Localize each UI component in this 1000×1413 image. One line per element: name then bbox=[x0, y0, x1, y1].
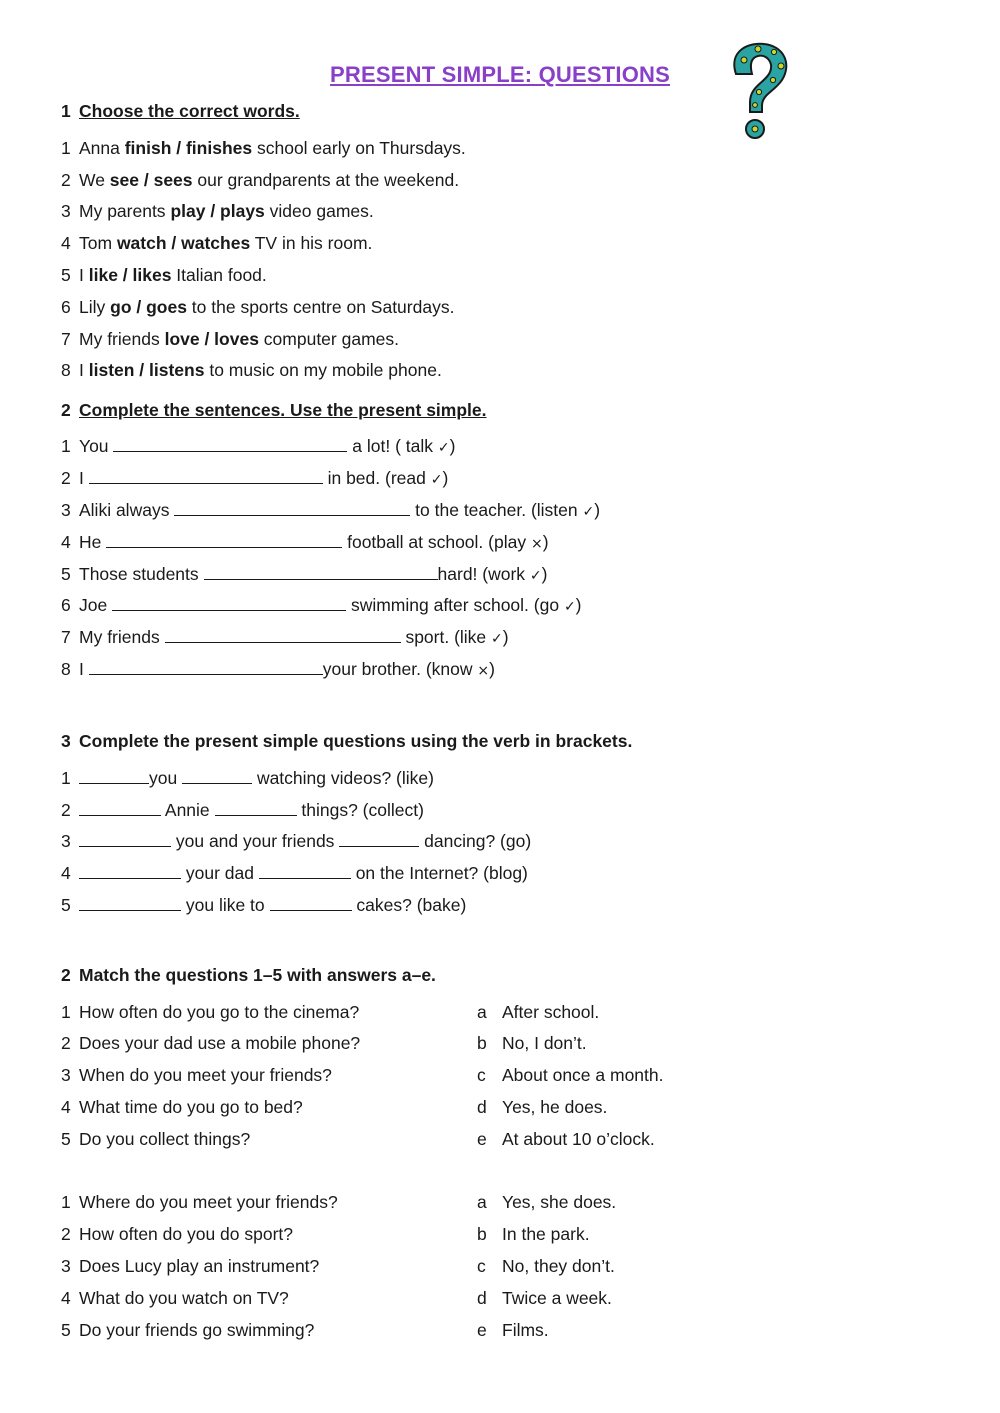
item-number: 1 bbox=[61, 436, 71, 456]
match-set-1-answer bbox=[477, 1064, 664, 1086]
match-set-1-question bbox=[61, 1032, 360, 1054]
ex3-item: 4 your dad on the Internet? (blog) bbox=[61, 863, 528, 883]
item-number: 5 bbox=[61, 564, 71, 584]
item-number: 1 bbox=[61, 138, 71, 158]
item-number: 3 bbox=[61, 500, 71, 520]
check-icon: ✓ bbox=[582, 504, 595, 520]
word-choice[interactable]: play / plays bbox=[170, 201, 265, 221]
answer-letter: d bbox=[477, 1097, 487, 1117]
ex1-item: 1 Anna finish / finishes school early on Thursdays. bbox=[61, 138, 466, 158]
question-text: Do your friends go swimming? bbox=[79, 1320, 315, 1340]
ex3-item: 2 Annie things? (collect) bbox=[61, 800, 424, 820]
ex2-item: 7 My friends sport. (like ✓) bbox=[61, 627, 509, 647]
answer-letter: b bbox=[477, 1224, 487, 1244]
answer-blank[interactable] bbox=[79, 800, 161, 816]
answer-blank[interactable] bbox=[106, 532, 342, 548]
match-set-2-answer bbox=[477, 1255, 615, 1277]
question-mark-icon bbox=[726, 40, 792, 144]
answer-letter: c bbox=[477, 1256, 486, 1276]
match-set-2-question bbox=[61, 1255, 319, 1277]
match-set-2-question bbox=[61, 1223, 293, 1245]
exercise-4-heading: 2 Match the questions 1–5 with answers a–e. bbox=[61, 965, 436, 985]
ex2-item: 6 Joe swimming after school. (go ✓) bbox=[61, 595, 582, 615]
match-set-2-answer bbox=[477, 1191, 616, 1213]
answer-blank[interactable] bbox=[79, 831, 171, 847]
item-number: 1 bbox=[61, 1192, 71, 1212]
answer-text: About once a month. bbox=[502, 1065, 664, 1085]
exercise-3-heading: 3 Complete the present simple questions using the verb in brackets. bbox=[61, 731, 633, 751]
answer-letter: a bbox=[477, 1192, 487, 1212]
answer-blank[interactable] bbox=[79, 768, 149, 784]
match-set-1-question bbox=[61, 1064, 332, 1086]
item-number: 3 bbox=[61, 1256, 71, 1276]
answer-blank[interactable] bbox=[339, 831, 419, 847]
item-number: 3 bbox=[61, 1065, 71, 1085]
question-text: When do you meet your friends? bbox=[79, 1065, 332, 1085]
answer-letter: b bbox=[477, 1033, 487, 1053]
word-choice[interactable]: like / likes bbox=[88, 265, 172, 285]
question-text: How often do you do sport? bbox=[79, 1224, 294, 1244]
ex2-item: 2 I in bed. (read ✓) bbox=[61, 468, 449, 488]
answer-blank[interactable] bbox=[113, 436, 347, 452]
question-text: What time do you go to bed? bbox=[79, 1097, 303, 1117]
match-set-2-question bbox=[61, 1319, 314, 1341]
answer-letter: e bbox=[477, 1129, 487, 1149]
match-set-1-answer bbox=[477, 1032, 587, 1054]
answer-text: In the park. bbox=[502, 1224, 590, 1244]
item-number: 3 bbox=[61, 831, 71, 851]
match-set-2-answer bbox=[477, 1319, 549, 1341]
word-choice[interactable]: finish / finishes bbox=[124, 138, 253, 158]
item-number: 1 bbox=[61, 1002, 71, 1022]
answer-blank[interactable] bbox=[112, 595, 346, 611]
ex1-item: 8 I listen / listens to music on my mobile phone. bbox=[61, 360, 442, 380]
item-number: 6 bbox=[61, 297, 71, 317]
match-set-2-question bbox=[61, 1287, 289, 1309]
match-set-2-answer bbox=[477, 1223, 590, 1245]
item-number: 7 bbox=[61, 627, 71, 647]
match-set-1-answer bbox=[477, 1128, 655, 1150]
answer-text: No, they don’t. bbox=[502, 1256, 615, 1276]
check-icon: ✓ bbox=[437, 440, 450, 456]
answer-letter: e bbox=[477, 1320, 487, 1340]
word-choice[interactable]: watch / watches bbox=[116, 233, 251, 253]
check-icon: ✓ bbox=[491, 631, 503, 647]
answer-blank[interactable] bbox=[89, 659, 323, 675]
item-number: 7 bbox=[61, 329, 71, 349]
item-number: 6 bbox=[61, 595, 71, 615]
item-number: 4 bbox=[61, 532, 71, 552]
item-number: 4 bbox=[61, 1097, 71, 1117]
item-number: 2 bbox=[61, 170, 71, 190]
ex2-item: 1 You a lot! ( talk ✓) bbox=[61, 436, 456, 456]
answer-text: No, I don’t. bbox=[502, 1033, 587, 1053]
answer-letter: a bbox=[477, 1002, 487, 1022]
match-set-1-question bbox=[61, 1001, 359, 1023]
item-number: 8 bbox=[61, 360, 71, 380]
ex1-item: 2 We see / sees our grandparents at the weekend. bbox=[61, 170, 460, 190]
ex2-item: 5 Those students hard! (work ✓) bbox=[61, 564, 548, 584]
ex3-item: 3 you and your friends dancing? (go) bbox=[61, 831, 532, 851]
answer-text: After school. bbox=[502, 1002, 600, 1022]
check-icon: ✓ bbox=[430, 472, 443, 488]
word-choice[interactable]: listen / listens bbox=[88, 360, 205, 380]
word-choice[interactable]: go / goes bbox=[110, 297, 187, 317]
item-number: 4 bbox=[61, 863, 71, 883]
answer-blank[interactable] bbox=[270, 895, 352, 911]
answer-blank[interactable] bbox=[215, 800, 297, 816]
answer-text: Twice a week. bbox=[502, 1288, 612, 1308]
ex1-item: 7 My friends love / loves computer games. bbox=[61, 329, 399, 349]
question-text: Does your dad use a mobile phone? bbox=[79, 1033, 361, 1053]
word-choice[interactable]: love / loves bbox=[164, 329, 259, 349]
match-set-1-answer bbox=[477, 1096, 607, 1118]
cross-icon: × bbox=[530, 536, 543, 552]
item-number: 3 bbox=[61, 201, 71, 221]
item-number: 1 bbox=[61, 768, 71, 788]
answer-text: At about 10 o’clock. bbox=[502, 1129, 655, 1149]
answer-blank[interactable] bbox=[89, 468, 323, 484]
ex1-item: 3 My parents play / plays video games. bbox=[61, 201, 374, 221]
answer-text: Yes, he does. bbox=[502, 1097, 608, 1117]
question-text: How often do you go to the cinema? bbox=[79, 1002, 360, 1022]
item-number: 2 bbox=[61, 1033, 71, 1053]
match-set-1-question bbox=[61, 1096, 303, 1118]
answer-blank[interactable] bbox=[174, 500, 410, 516]
item-number: 2 bbox=[61, 800, 71, 820]
answer-blank[interactable] bbox=[79, 863, 181, 879]
exercise-1-heading: 1 Choose the correct words. bbox=[61, 101, 300, 121]
answer-text: Films. bbox=[502, 1320, 549, 1340]
page-title: PRESENT SIMPLE: QUESTIONS bbox=[330, 62, 670, 87]
answer-text: Yes, she does. bbox=[502, 1192, 617, 1212]
answer-letter: d bbox=[477, 1288, 487, 1308]
match-set-2-answer bbox=[477, 1287, 612, 1309]
match-set-1-question bbox=[61, 1128, 250, 1150]
item-number: 2 bbox=[61, 1224, 71, 1244]
item-number: 5 bbox=[61, 895, 71, 915]
answer-blank[interactable] bbox=[259, 863, 351, 879]
item-number: 4 bbox=[61, 1288, 71, 1308]
check-icon: ✓ bbox=[529, 568, 542, 584]
answer-blank[interactable] bbox=[79, 895, 181, 911]
cross-icon: × bbox=[477, 663, 490, 679]
ex3-item: 5 you like to cakes? (bake) bbox=[61, 895, 467, 915]
question-text: What do you watch on TV? bbox=[79, 1288, 289, 1308]
answer-blank[interactable] bbox=[165, 627, 401, 643]
word-choice[interactable]: see / sees bbox=[109, 170, 193, 190]
item-number: 8 bbox=[61, 659, 71, 679]
item-number: 5 bbox=[61, 265, 71, 285]
question-text: Do you collect things? bbox=[79, 1129, 251, 1149]
ex1-item: 6 Lily go / goes to the sports centre on Saturdays. bbox=[61, 297, 455, 317]
question-text: Where do you meet your friends? bbox=[79, 1192, 338, 1212]
question-text: Does Lucy play an instrument? bbox=[79, 1256, 320, 1276]
exercise-2-heading: 2 Complete the sentences. Use the present simple. bbox=[61, 400, 487, 420]
match-set-2-question bbox=[61, 1191, 338, 1213]
item-number: 2 bbox=[61, 468, 71, 488]
ex3-item: 1 you watching videos? (like) bbox=[61, 768, 434, 788]
answer-letter: c bbox=[477, 1065, 486, 1085]
ex1-item: 5 I like / likes Italian food. bbox=[61, 265, 267, 285]
match-set-1-answer bbox=[477, 1001, 599, 1023]
ex2-item: 4 He football at school. (play ×) bbox=[61, 532, 549, 552]
item-number: 5 bbox=[61, 1129, 71, 1149]
answer-blank[interactable] bbox=[182, 768, 252, 784]
answer-blank[interactable] bbox=[204, 564, 438, 580]
ex1-item: 4 Tom watch / watches TV in his room. bbox=[61, 233, 373, 253]
ex2-item: 3 Aliki always to the teacher. (listen ✓) bbox=[61, 500, 601, 520]
check-icon: ✓ bbox=[563, 599, 576, 615]
item-number: 5 bbox=[61, 1320, 71, 1340]
ex2-item: 8 I your brother. (know ×) bbox=[61, 659, 495, 679]
item-number: 4 bbox=[61, 233, 71, 253]
